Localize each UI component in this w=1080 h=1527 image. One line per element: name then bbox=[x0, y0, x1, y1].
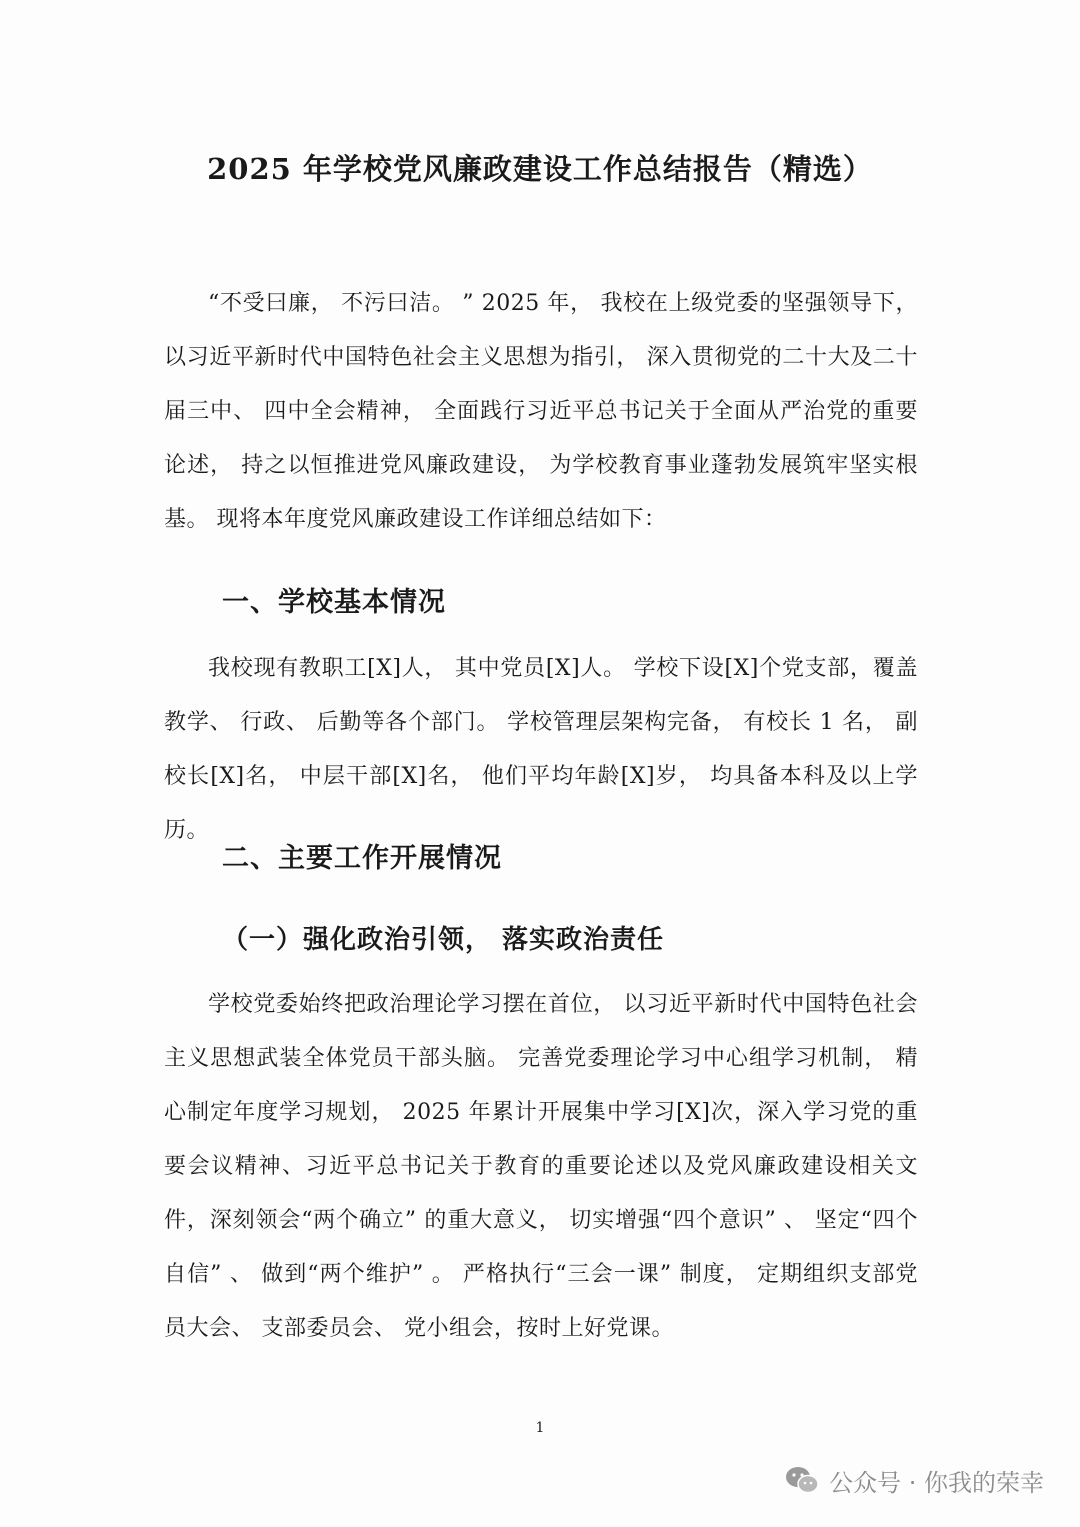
wechat-icon bbox=[785, 1465, 819, 1495]
subsection-heading-political-leadership: （一）强化政治引领， 落实政治责任 bbox=[222, 925, 665, 955]
watermark-text: 公众号 · 你我的荣幸 bbox=[829, 1468, 1044, 1497]
section-main-work-paragraph: 学校党委始终把政治理论学习摆在首位， 以习近平新时代中国特色社会主义思想武装全体党员干部头脑。 完善党委理论学习中心组学习机制， 精心制定年度学习规划， 2025 年累计开展集中学习[X]次，深入学习党的重要会议精神、习近平总书记关于教育的重要论述以及党风廉政建设相关文件，深刻领会“两个确立” 的重大意义， 切实增强“四个意识” 、 坚定“四个自信” 、 做到“两个维护” 。 严格执行“三会一课” 制度， 定期组织支部党员大会、 支部委员会、 党小组会，按时上好党课。 bbox=[164, 992, 918, 1341]
section-basic-info-paragraph: 我校现有教职工[X]人， 其中党员[X]人。 学校下设[X]个党支部，覆盖教学、 行政、 后勤等各个部门。 学校管理层架构完备， 有校长 1 名， 副校长[X]名， 中层干部[X]名， 他们平均年龄[X]岁， 均具备本科及以上学历。 bbox=[164, 656, 918, 843]
watermark bbox=[785, 1460, 1044, 1500]
document-title: 2025 年学校党风廉政建设工作总结报告（精选） bbox=[207, 152, 873, 186]
intro-paragraph: “不受曰廉， 不污曰洁。 ” 2025 年， 我校在上级党委的坚强领导下， 以习近平新时代中国特色社会主义思想为指引， 深入贯彻党的二十大及二十届三中、 四中全会精神， 全面践行习近平总书记关于全面从严治党的重要论述， 持之以恒推进党风廉政建设， 为学校教育事业蓬勃发展筑牢坚实根基。 现将本年度党风廉政建设工作详细总结如下： bbox=[164, 291, 918, 532]
intro-block bbox=[164, 277, 918, 547]
section-basic-info-block bbox=[164, 642, 918, 858]
section-heading-basic-info: 一、学校基本情况 bbox=[222, 587, 446, 618]
section-heading-main-work: 二、主要工作开展情况 bbox=[222, 843, 502, 874]
page-number: 1 bbox=[535, 1420, 545, 1436]
section-main-work-block bbox=[164, 978, 918, 1356]
